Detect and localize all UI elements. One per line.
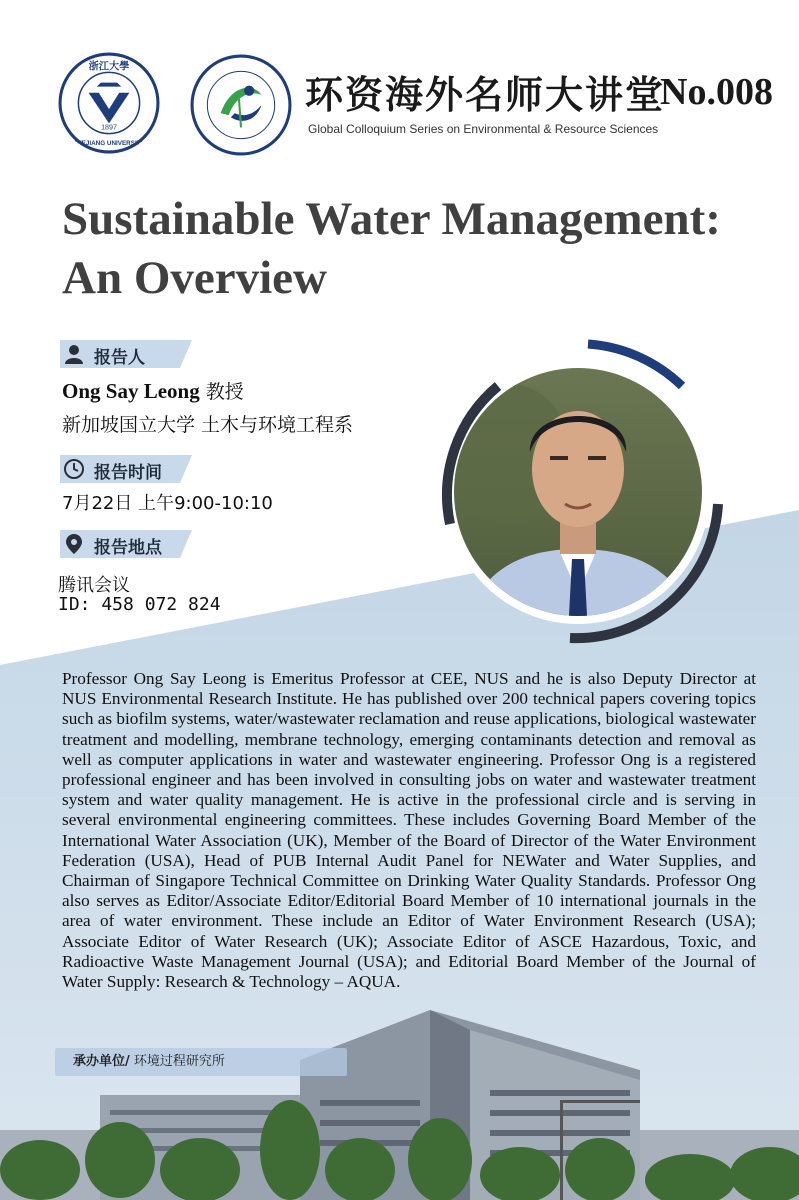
speaker-title: 教授 [199,381,244,403]
talk-time: 7月22日 上午9:00-10:10 [62,493,273,514]
portrait-photo [420,334,736,650]
time-tag-label: 报告时间 [94,463,162,483]
meeting-id: ID: 458 072 824 [58,594,221,615]
series-title: 环资海外名师大讲堂 [305,72,666,117]
venue-name: 腾讯会议 [58,575,130,596]
zhejiang-university-logo [58,52,160,154]
speaker-tag-label: 报告人 [94,348,145,368]
series-number: No.008 [660,71,773,113]
organizer-bar [55,1048,347,1076]
time-tag [60,455,192,483]
speaker-bio: Professor Ong Say Leong is Emeritus Professor at CEE, NUS and he is also Deputy Director at NUS Environmental Research Institute. He has published over 200 technical papers covering topics such as biofilm systems, water/wastewater reclamation and reuse applications, biological wastewater treatment and modelling, membrane technology, emerging contaminants detection and removal as well as computer applications in water and wastewater engineering. Professor Ong is a registered professional engineer and has been involved in consulting jobs on water and wastewater treatment system and water quality management. He is active in the professional circle and is serving in several environmental engineering committees. These includes Governing Board Member of the International Water Association (UK), Member of the Board of Director of the Water Environment Federation (USA), Head of PUB Internal Audit Panel for NEWater and Water Supplies, and Chairman of Singapore Technical Committee on Drinking Water Quality Standards. Professor Ong also serves as Editor/Associate Editor/Editorial Board Member of 10 international journals in the area of water environment. These include an Editor of Water Environment Research (USA); Associate Editor of Water Research (UK); Associate Editor of ASCE Hazardous, Toxic, and Radioactive Waste Management Journal (USA); and Editorial Board Member of the Journal of Water Supply: Research & Technology – AQUA. [62,669,756,992]
college-logo [190,54,292,156]
person-icon [63,343,85,365]
talk-title-line1: Sustainable Water Management: [62,193,721,245]
venue-tag [60,530,192,558]
speaker-portrait [420,334,736,650]
zju-logo-text-bottom: ZHEJIANG UNIVERSITY [73,139,145,147]
speaker-tag [60,340,192,368]
location-pin-icon [63,533,85,555]
organizer-label: 承办单位/ [73,1054,130,1069]
zju-logo-year: 1897 [101,123,117,132]
campus-buildings-illustration [0,1000,799,1200]
speaker-affiliation: 新加坡国立大学 土木与环境工程系 [62,414,354,436]
talk-title [62,190,782,308]
venue-tag-label: 报告地点 [94,538,162,558]
speaker-name: Ong Say Leong [62,379,200,403]
zju-logo-text-top: 浙江大學 [88,60,130,73]
speaker-line [62,377,244,404]
clock-icon [63,458,85,480]
talk-title-line2: An Overview [62,252,327,305]
organizer-name: 环境过程研究所 [129,1054,225,1069]
series-subtitle: Global Colloquium Series on Environmental & Resource Sciences [308,122,659,136]
